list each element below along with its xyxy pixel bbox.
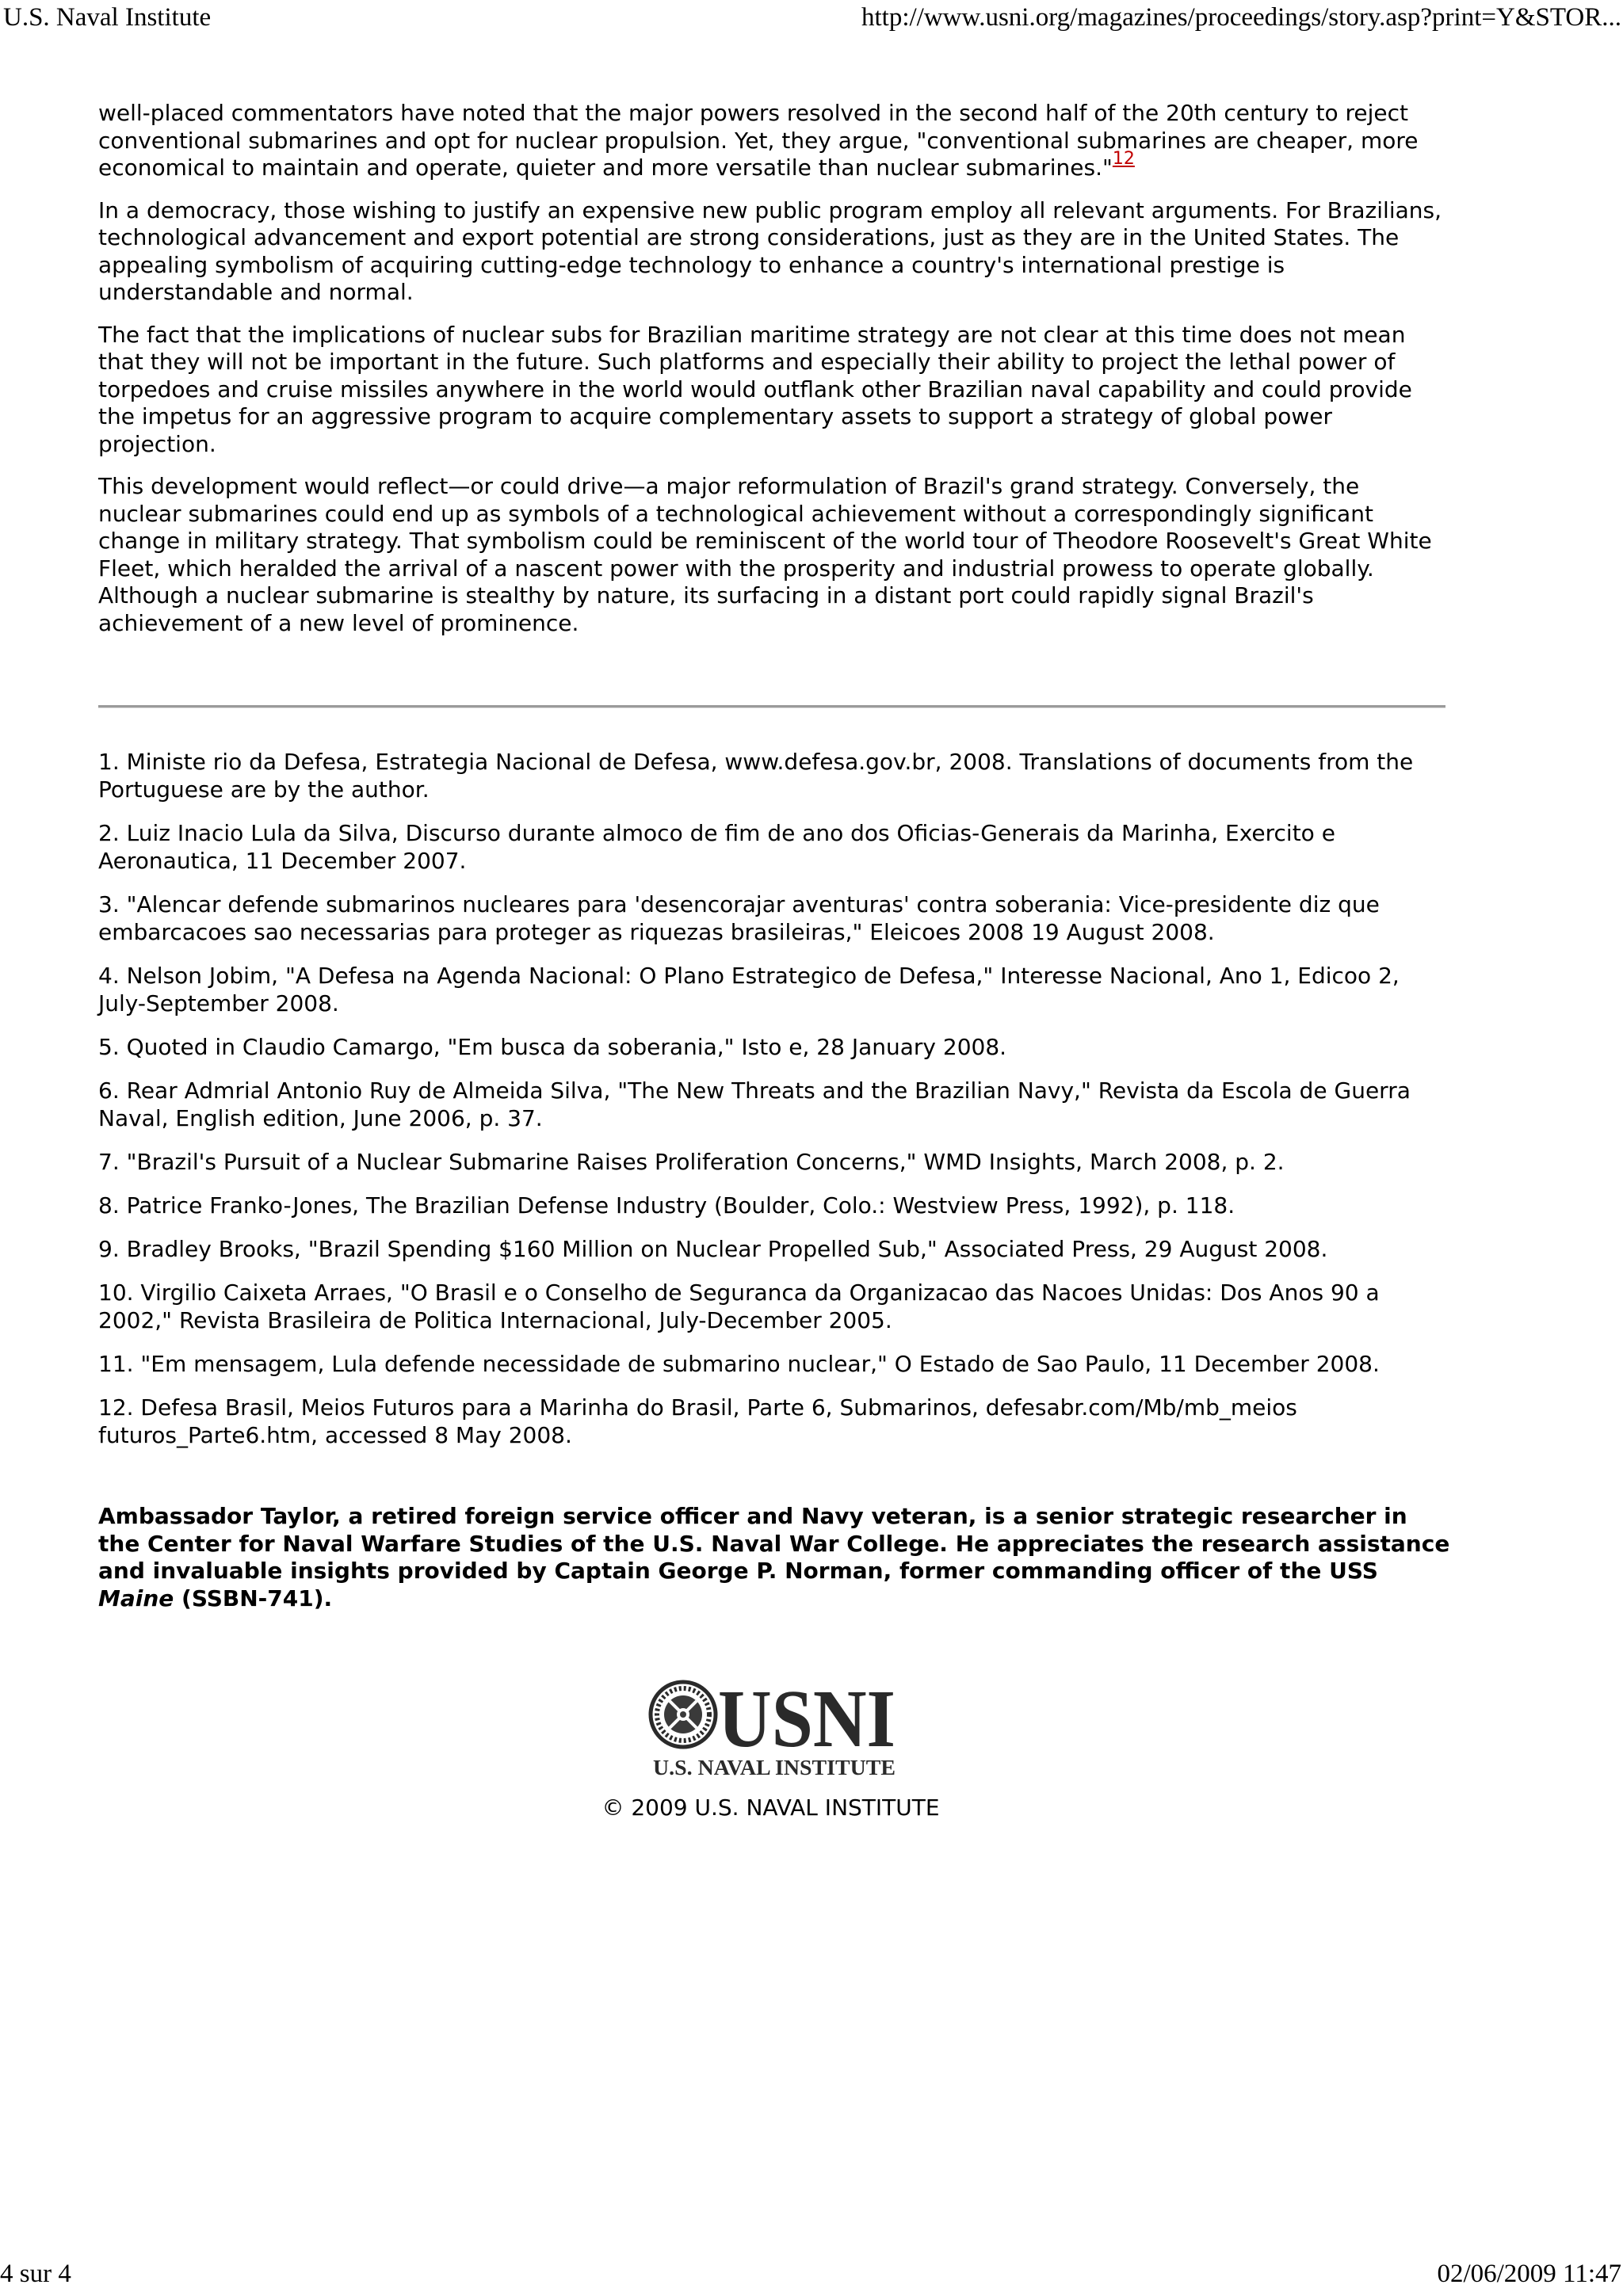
footnote: 7. "Brazil's Pursuit of a Nuclear Submarine Raises Proliferation Concerns," WMD Insights, March 2008, p. 2. bbox=[98, 1149, 1285, 1175]
usni-logo bbox=[647, 1678, 900, 1779]
footnote: 12. Defesa Brasil, Meios Futuros para a Marinha do Brasil, Parte 6, Submarinos, defesabr.com/Mb/mb_meios futuros_Parte6.htm, accessed 8 May 2008. bbox=[98, 1394, 1297, 1448]
footnote-link[interactable]: 12 bbox=[1112, 149, 1135, 169]
print-footer bbox=[0, 2258, 1623, 2293]
article-body bbox=[98, 100, 1445, 652]
article-paragraph: In a democracy, those wishing to justify an expensive new public program employ all relevant arguments. For Brazilians, technological advancement and export potential are strong considerations, just as they are in the United States. The appealing symbolism of acquiring cutting-edge technology to enhance a country's international prestige is understandable and normal. bbox=[98, 196, 1442, 305]
section-divider bbox=[98, 705, 1445, 708]
page-url: http://www.usni.org/magazines/proceedings/story.asp?print=Y&STOR... bbox=[861, 3, 1621, 32]
logo-wordmark: USNI bbox=[718, 1678, 896, 1764]
footnote: 6. Rear Admrial Antonio Ruy de Almeida Silva, "The New Threats and the Brazilian Navy," Revista da Escola de Guerra Naval, English edition, June 2006, p. 37. bbox=[98, 1077, 1411, 1131]
footnote-reference bbox=[1113, 149, 1135, 169]
ship-name: Maine bbox=[98, 1585, 174, 1611]
footnote: 11. "Em mensagem, Lula defende necessidade de submarino nuclear," O Estado de Sao Paulo, 11 December 2008. bbox=[98, 1351, 1380, 1377]
footnote: 8. Patrice Franko-Jones, The Brazilian Defense Industry (Boulder, Colo.: Westview Press, 1992), p. 118. bbox=[98, 1192, 1235, 1219]
print-datetime: 02/06/2009 11:47 bbox=[1437, 2260, 1621, 2288]
copyright-notice: © 2009 U.S. NAVAL INSTITUTE bbox=[601, 1794, 940, 1821]
footnote: 9. Bradley Brooks, "Brazil Spending $160 Million on Nuclear Propelled Sub," Associated Press, 29 August 2008. bbox=[98, 1236, 1328, 1262]
article-paragraph: This development would reflect—or could drive—a major reformulation of Brazil's grand strategy. Conversely, the nuclear submarines could end up as symbols of a technological achievement without a correspondingly significant change in military strategy. That symbolism could be reminiscent of the world tour of Theodore Roosevelt's Great White Fleet, which heralded the arrival of a nascent power with the prosperity and industrial prowess to operate globally. Although a nuclear submarine is stealthy by nature, its surfacing in a distant port could rapidly signal Brazil's achievement of a new level of prominence. bbox=[98, 473, 1432, 636]
print-header bbox=[0, 2, 1623, 36]
article-paragraph: well-placed commentators have noted that the major powers resolved in the second half of the 20th century to reject conventional submarines and opt for nuclear propulsion. Yet, they argue, "conventional submarines are cheaper, more economical to maintain and operate, quieter and more versatile than nuclear submarines."$^{12}$ bbox=[98, 100, 1419, 181]
usni-logo-graphic bbox=[647, 1678, 900, 1779]
site-title: U.S. Naval Institute bbox=[3, 3, 212, 32]
page-count: 4 sur 4 bbox=[0, 2260, 71, 2288]
footnote: 10. Virgilio Caixeta Arraes, "O Brasil e o Conselho de Seguranca da Organizacao das Nacoes Unidas: Dos Anos 90 a 2002," Revista Brasileira de Politica Internacional, July-December 2005. bbox=[98, 1280, 1380, 1333]
author-bio: Ambassador Taylor, a retired foreign service officer and Navy veteran, is a senior strategic researcher in the Center for Naval Warfare Studies of the U.S. Naval War College. He appreciates the research assistance and invaluable insights provided by Captain George P. Norman, former commanding officer of the USS Maine (SSBN-741). bbox=[98, 1503, 1450, 1611]
footnote: 5. Quoted in Claudio Camargo, "Em busca da soberania," Isto e, 28 January 2008. bbox=[98, 1034, 1007, 1060]
footnote: 3. "Alencar defende submarinos nucleares para 'desencorajar aventuras' contra soberania: Vice-presidente diz que embarcacoes sao necessarias para proteger as riquezas brasileiras," Eleicoes 2008 19 August 2008. bbox=[98, 891, 1380, 945]
footnotes-list bbox=[98, 748, 1453, 1465]
footnote: 4. Nelson Jobim, "A Defesa na Agenda Nacional: O Plano Estrategico de Defesa," Interesse Nacional, Ano 1, Edicoo 2, July-September 2008. bbox=[98, 963, 1400, 1016]
usni-seal-icon bbox=[651, 1682, 716, 1747]
logo-tagline: U.S. NAVAL INSTITUTE bbox=[653, 1756, 896, 1779]
footnote: 2. Luiz Inacio Lula da Silva, Discurso durante almoco de fim de ano dos Oficias-Generais da Marinha, Exercito e Aeronautica, 11 December 2007. bbox=[98, 820, 1335, 874]
article-paragraph: The fact that the implications of nuclear subs for Brazilian maritime strategy are not clear at this time does not mean that they will not be important in the future. Such platforms and especially their ability to project the lethal power of torpedoes and cruise missiles anywhere in the world would outflank other Brazilian naval capability and could provide the impetus for an aggressive program to acquire complementary assets to support a strategy of global power projection. bbox=[98, 321, 1412, 457]
footnote: 1. Ministe rio da Defesa, Estrategia Nacional de Defesa, www.defesa.gov.br, 2008. Translations of documents from the Portuguese are by the author. bbox=[98, 749, 1414, 803]
